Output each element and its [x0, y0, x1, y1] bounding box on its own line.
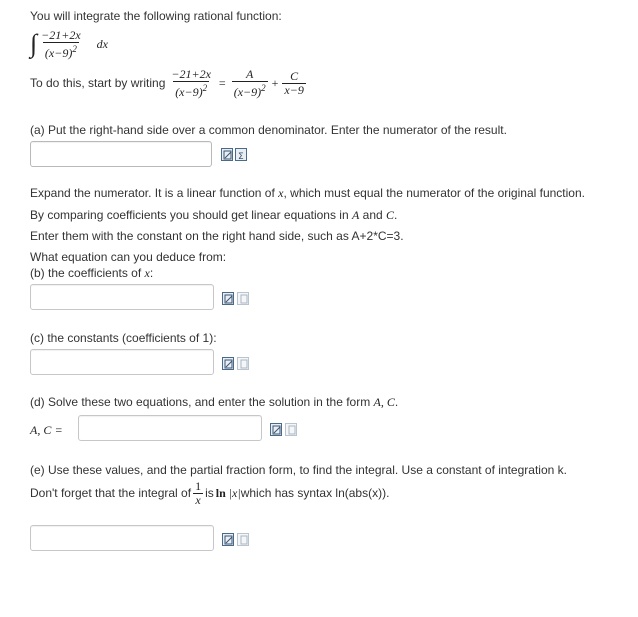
expand-line-3: Enter them with the constant on the right hand side, such as A+2*C=3.: [30, 229, 404, 243]
c-fraction: [282, 70, 305, 97]
one-over-x-fraction: $\frac{1}{x}$: [195, 478, 202, 507]
c-numerator: C: [290, 68, 299, 83]
part-d-label: (d) Solve these two equations, and enter the solution in the form A, C.: [30, 395, 399, 409]
lhs-fraction: [169, 68, 213, 99]
expand-line-1: Expand the numerator. It is a linear function of x, which must equal the numerator of the original function.: [30, 186, 585, 200]
preview-icon[interactable]: [222, 357, 234, 370]
equation-editor-icon[interactable]: [235, 148, 247, 161]
dx-symbol: dx: [96, 36, 108, 51]
integral-expression: [30, 24, 108, 64]
integrand-fraction: [39, 29, 83, 60]
part-c-label: (c) the constants (coefficients of 1):: [30, 331, 217, 345]
decomposition-line: [30, 66, 306, 100]
preview-icon[interactable]: [222, 292, 234, 305]
part-a-input[interactable]: [30, 141, 212, 167]
a-denominator: (x−9): [233, 84, 262, 99]
abs-x: |x|: [228, 485, 241, 500]
equation-editor-icon[interactable]: [285, 423, 297, 436]
preview-icon[interactable]: [270, 423, 282, 436]
c-denominator: x−9: [284, 82, 304, 97]
lhs-power: 2: [202, 82, 208, 93]
a-fraction: [232, 68, 268, 99]
a-numerator: A: [245, 66, 254, 81]
setup-prefix: To do this, start by writing: [30, 76, 166, 90]
part-a-label: (a) Put the right-hand side over a common denominator. Enter the numerator of the result.: [30, 123, 507, 137]
part-d-equals: =: [55, 422, 63, 437]
integrand-power: 2: [72, 43, 77, 54]
ln-symbol: ln: [215, 485, 226, 500]
part-b-label: (b) the coefficients of x:: [30, 266, 154, 280]
preview-icon[interactable]: [222, 533, 234, 546]
part-e-line-2: Don't forget that the integral of $\frac{1}{x}$ is ln |x| which has syntax ln(abs(x)).: [30, 478, 390, 507]
preview-icon[interactable]: [221, 148, 233, 161]
equals-sign: =: [218, 75, 226, 90]
integrand-numerator: −21+2x: [41, 27, 81, 42]
equation-editor-icon[interactable]: [237, 533, 249, 546]
part-e-input[interactable]: [30, 525, 214, 551]
svg-text:Σ: Σ: [238, 152, 244, 162]
equation-editor-icon[interactable]: [237, 292, 249, 305]
integrand-denominator: (x−9): [44, 45, 73, 60]
plus-sign: +: [271, 75, 279, 90]
part-d-prefix-vars: A, C: [30, 422, 52, 437]
part-d-input[interactable]: [78, 415, 262, 441]
intro-text: You will integrate the following rational function:: [30, 9, 282, 23]
lhs-numerator: −21+2x: [171, 66, 211, 81]
lhs-denominator: (x−9): [175, 84, 203, 99]
part-b-input[interactable]: [30, 284, 214, 310]
a-power: 2: [261, 82, 266, 93]
equation-editor-icon[interactable]: [237, 357, 249, 370]
integral-sign: ∫: [30, 29, 38, 58]
part-c-input[interactable]: [30, 349, 214, 375]
part-e-line-1: (e) Use these values, and the partial fraction form, to find the integral. Use a constant of integration k.: [30, 463, 567, 477]
expand-line-2: By comparing coefficients you should get linear equations in A and C.: [30, 208, 398, 222]
expand-line-4: What equation can you deduce from:: [30, 250, 227, 264]
part-d-prefix: [30, 421, 62, 439]
